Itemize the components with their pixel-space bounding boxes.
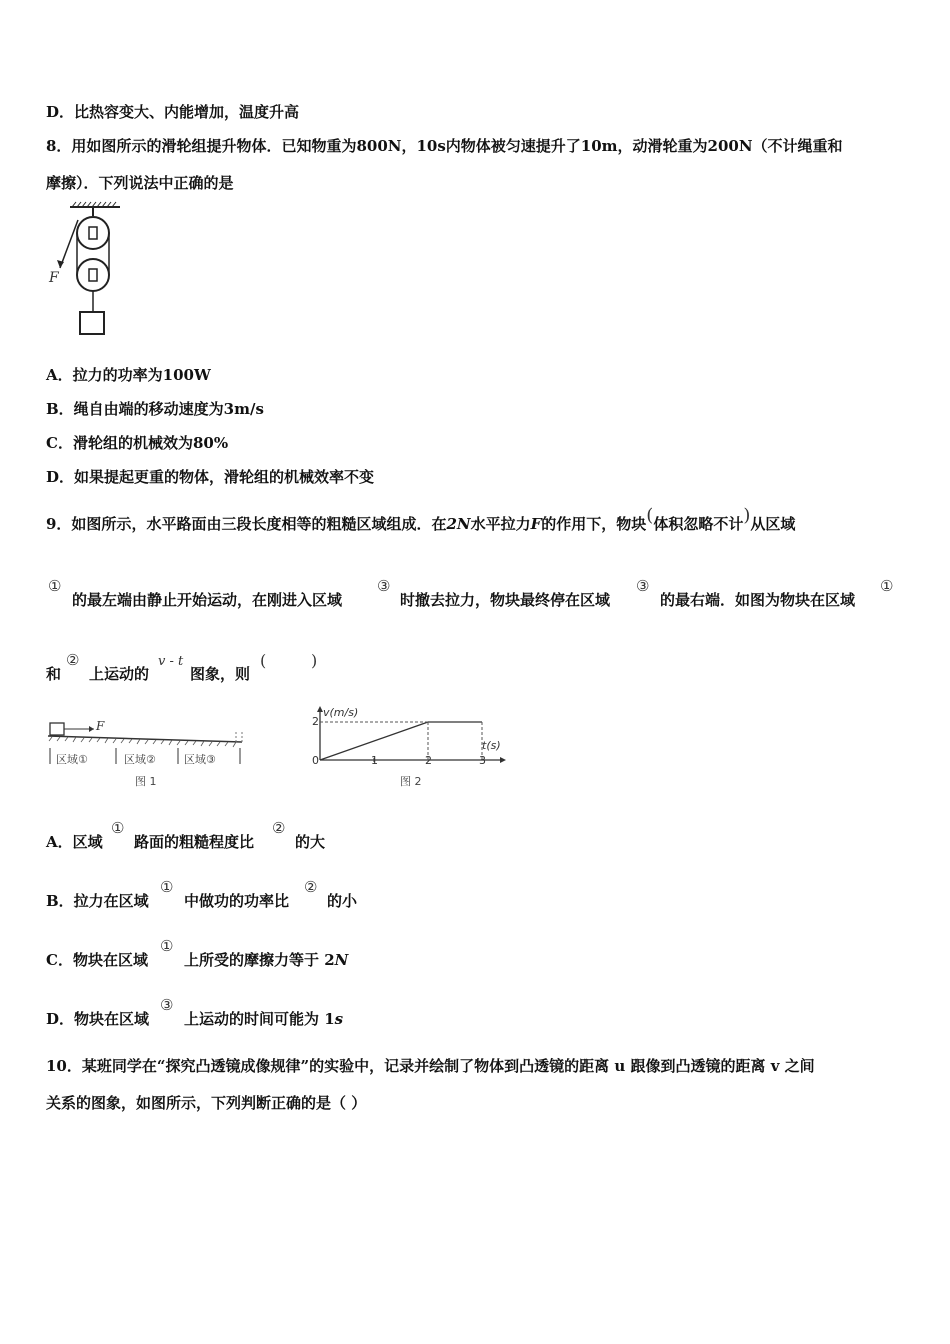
q8-stem-line1: 8．用如图所示的滑轮组提升物体．已知物重为800N，10s内物体被匀速提升了10m，动滑轮重为200N（不计绳重和 [46, 137, 843, 155]
q9-stem-line2c: 的最右端．如图为物块在区域 [660, 591, 856, 609]
q9-vt-symbol: v - t [158, 654, 184, 669]
q9-fig2-y-label: v(m/s) [323, 706, 359, 719]
q9-stem-line3b: 上运动的 [89, 665, 150, 683]
q9-option-a-zone2: ② [272, 819, 286, 837]
q9-zone3-marker: ③ [377, 577, 391, 595]
q9-option-c-part2: 上所受的摩擦力等于 2N [184, 951, 349, 969]
q10-stem-line1: 10．某班同学在“探究凸透镜成像规律”的实验中，记录并绘制了物体到凸透镜的距离 u 跟像到凸透镜的距离 v 之间 [46, 1057, 815, 1075]
q9-fig1-force-label: F [96, 719, 105, 733]
q8-option-c: C．滑轮组的机械效为80% [46, 434, 229, 452]
q9-fig2-caption: 图 2 [400, 775, 422, 788]
q9-fig2-x-tick-1: 1 [371, 754, 378, 767]
q9-fig2-x-tick-0: 0 [312, 754, 319, 767]
q9-stem-line1: 9．如图所示，水平路面由三段长度相等的粗糙区域组成．在2N水平拉力F的作用下，物块(体积忽略不计)从区域 [46, 505, 796, 533]
q9-zone2-marker: ② [66, 651, 80, 669]
q9-stem-line2a: 的最左端由静止开始运动，在刚进入区域 [72, 591, 343, 609]
q9-option-a-part2: 路面的粗糙程度比 [134, 833, 255, 851]
q9-option-d-part2: 上运动的时间可能为 1s [184, 1010, 344, 1028]
q9-zone1-marker: ① [48, 577, 62, 595]
q9-option-c-zone1: ① [160, 937, 174, 955]
q9-option-b-part1: B．拉力在区域 [46, 892, 149, 910]
q9-stem-line3c: 图象，则 [190, 665, 251, 683]
q9-option-c-part1: C．物块在区域 [46, 951, 148, 969]
q8-stem-line2: 摩擦）．下列说法中正确的是 [46, 174, 234, 192]
q9-fig2-y-tick: 2 [312, 715, 319, 728]
q9-zone3-marker-b: ③ [636, 577, 650, 595]
q9-option-b-part2: 中做功的功率比 [184, 892, 290, 910]
q9-answer-paren-left: ( [260, 651, 267, 670]
q9-stem-line3a: 和 [46, 665, 62, 683]
q9-option-a-part1: A．区域 [46, 833, 103, 851]
q9-option-b-zone1: ① [160, 878, 174, 896]
q10-stem-line2: 关系的图象，如图所示，下列判断正确的是（ ） [46, 1094, 367, 1112]
q9-fig1-zone3-label: 区域③ [184, 753, 216, 766]
q9-stem-line2b: 时撤去拉力，物块最终停在区域 [400, 591, 611, 609]
q9-answer-paren-right: ) [311, 651, 318, 670]
q9-option-d-zone3: ③ [160, 996, 174, 1014]
q9-fig2-x-tick-3: 3 [479, 754, 486, 767]
q9-fig2-x-tick-2: 2 [425, 754, 432, 767]
prev-option-d: D．比热容变大、内能增加，温度升高 [46, 103, 300, 121]
q8-option-d: D．如果提起更重的物体，滑轮组的机械效率不变 [46, 468, 375, 486]
q9-option-b-part3: 的小 [327, 892, 358, 910]
q9-fig1-caption: 图 1 [135, 775, 157, 788]
q9-zone1-marker-b: ① [880, 577, 894, 595]
q9-option-a-part3: 的大 [295, 833, 326, 851]
q8-force-label: F [49, 270, 59, 286]
q9-option-b-zone2: ② [304, 878, 318, 896]
q8-option-b: B．绳自由端的移动速度为3m/s [46, 400, 264, 418]
q9-fig1-zone1-label: 区域① [56, 753, 88, 766]
q9-fig2-x-label: t(s) [482, 739, 501, 752]
q9-option-a-zone1: ① [111, 819, 125, 837]
q8-option-a: A．拉力的功率为100W [46, 366, 211, 384]
q9-option-d-part1: D．物块在区域 [46, 1010, 150, 1028]
q9-fig1-zone2-label: 区域② [124, 753, 156, 766]
